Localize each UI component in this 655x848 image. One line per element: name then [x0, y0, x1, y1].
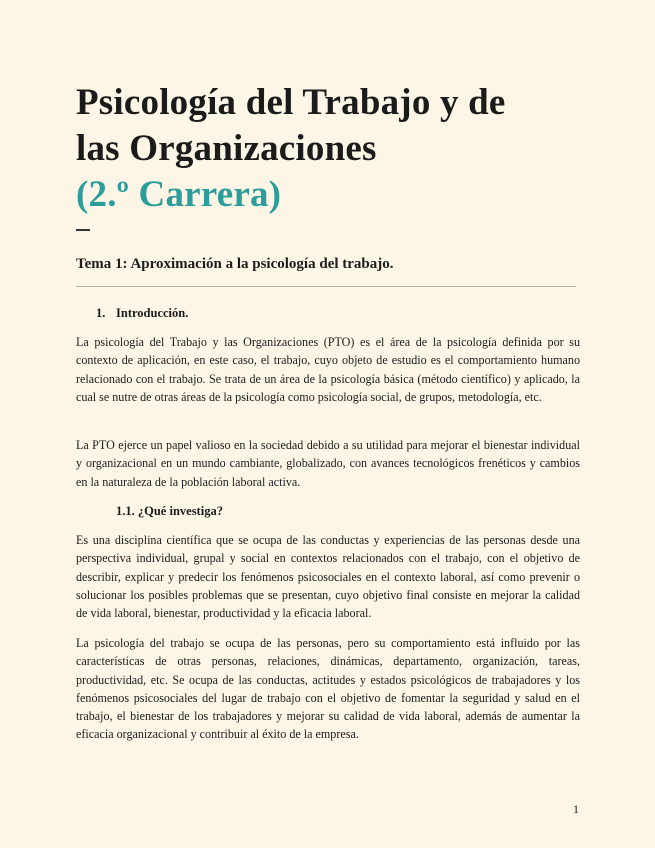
document-title: [76, 80, 506, 218]
horizontal-rule: [76, 286, 576, 287]
subsection-heading-que-investiga: 1.1. ¿Qué investiga?: [116, 504, 223, 518]
topic-heading: Tema 1: Aproximación a la psicología del trabajo.: [76, 256, 394, 272]
paragraph-sub-1: Es una disciplina científica que se ocupa de las conductas y experiencias de las personas desde una perspectiva individual, grupal y social en contextos relacionados con el trabajo, con el objetivo de describir, explicar y predecir los fenómenos psicosociales en el contexto laboral, así como prevenir o solucionar los posibles problemas que se presentan, cuyo objetivo final consiste en mejorar la calidad de vida laboral, bienestar, productividad y la eficacia laboral.: [76, 533, 580, 621]
page-number: 1: [573, 802, 579, 816]
title-dash-divider: [76, 229, 90, 231]
paragraph-intro-2: La PTO ejerce un papel valioso en la sociedad debido a su utilidad para mejorar el bienestar individual y organizacional en un mundo cambiante, globalizado, con avances tecnológicos frenéticos y cambios en la naturaleza de la población laboral activa.: [76, 438, 580, 489]
paragraph-intro-1: La psicología del Trabajo y las Organizaciones (PTO) es el área de la psicología definida por su contexto de aplicación, en este caso, el trabajo, cuyo objeto de estudio es el comportamiento humano relacionado con el trabajo. Se trata de un área de la psicología básica (método científico) y aplicado, la cual se nutre de otras áreas de la psicología como psicología social, de grupos, metodología, etc.: [76, 335, 580, 404]
title-line-2: las Organizaciones: [76, 128, 377, 169]
title-accent: (2.º Carrera): [76, 174, 282, 215]
section-number: 1.: [96, 306, 106, 320]
title-line-1: Psicología del Trabajo y de: [76, 82, 506, 123]
section-heading-introduccion: [96, 304, 188, 322]
paragraph-sub-2: La psicología del trabajo se ocupa de las personas, pero su comportamiento está influido por las características de otras personas, relaciones, dinámicas, departamento, organización, tareas, productividad, etc. Se ocupa de las conductas, actitudes y estados psicológicos de trabajadores y los fenómenos psicosociales del lugar de trabajo con el objetivo de fomentar la seguridad y salud en el trabajo, el bienestar de los trabajadores y mejorar su calidad de vida laboral, además de aumentar la eficacia organizacional y contribuir al éxito de la empresa.: [76, 636, 580, 742]
section-title: Introducción.: [116, 306, 189, 320]
